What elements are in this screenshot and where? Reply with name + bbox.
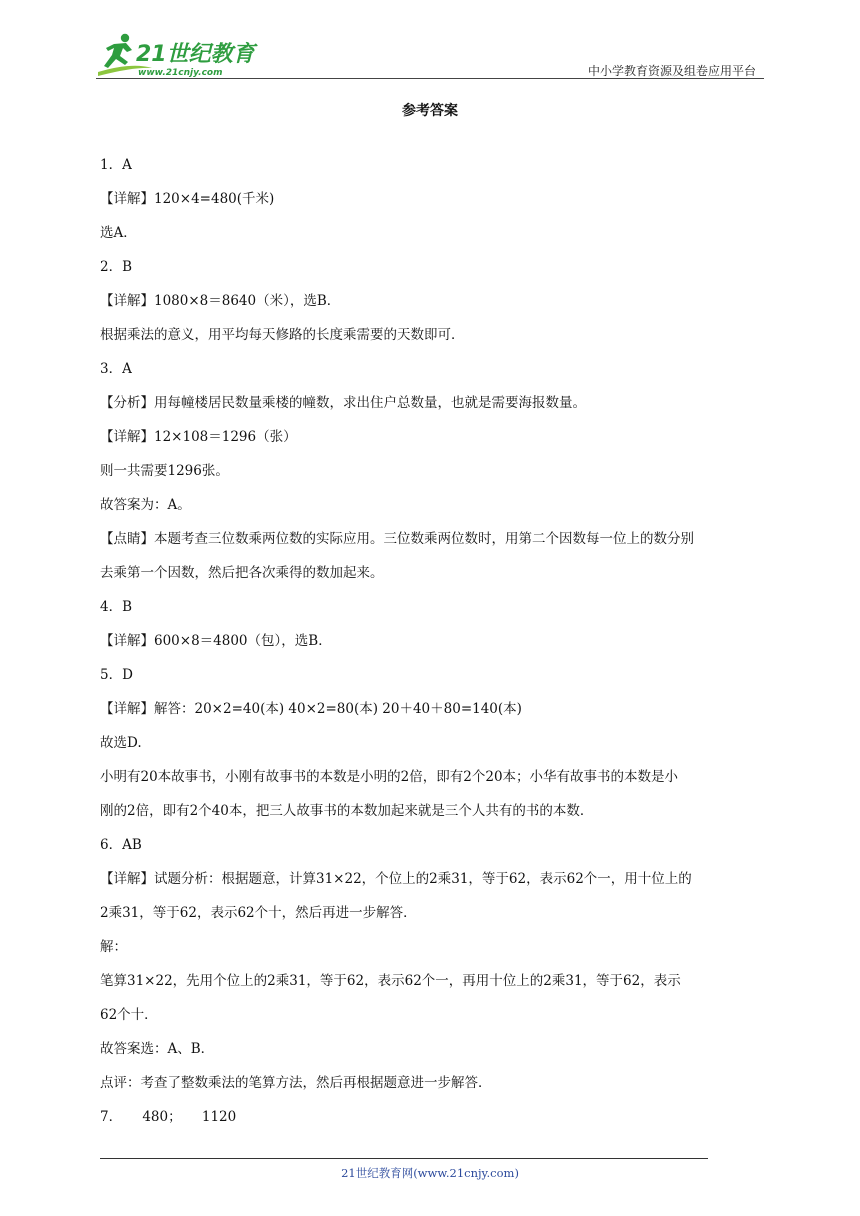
- logo-text: 21世纪教育: [136, 42, 255, 67]
- answer-line: 【详解】120×4=480(千米): [100, 191, 275, 207]
- answer-line: 小明有20本故事书，小刚有故事书的本数是小明的2倍，即有2个20本；小华有故事书的本数是小: [100, 769, 679, 785]
- header-divider: [96, 78, 764, 79]
- logo-url: www.21cnjy.com: [138, 68, 223, 78]
- answer-line: 【详解】600×8＝4800（包），选B．: [100, 633, 332, 649]
- answer-line: 【详解】试题分析：根据题意，计算31×22，个位上的2乘31，等于62，表示62个一，用十位上的: [100, 871, 692, 887]
- answer-line: 【详解】1080×8＝8640（米），选B．: [100, 293, 341, 309]
- answer-line: 故选D.: [100, 735, 142, 751]
- answer-line: 62个十．: [100, 1007, 158, 1023]
- answer-line: 【点睛】本题考查三位数乘两位数的实际应用。三位数乘两位数时，用第二个因数每一位上的数分别: [100, 531, 694, 547]
- answer-line: 【分析】用每幢楼居民数量乘楼的幢数，求出住户总数量，也就是需要海报数量。: [100, 395, 586, 411]
- answer-line: 去乘第一个因数，然后把各次乘得的数加起来。: [100, 565, 384, 581]
- answer-line: 选A．: [100, 225, 137, 241]
- answer-line: 7． 480； 1120: [100, 1109, 237, 1125]
- answer-line: 根据乘法的意义，用平均每天修路的长度乘需要的天数即可．: [100, 327, 465, 343]
- 21cnjy-logo: [92, 32, 262, 78]
- answer-line: 刚的2倍，即有2个40本，把三人故事书的本数加起来就是三个人共有的书的本数．: [100, 803, 594, 819]
- footer-divider: [100, 1158, 708, 1159]
- page-title: 参考答案: [402, 103, 458, 119]
- answer-line: 4．B: [100, 599, 133, 615]
- answer-line: 点评：考查了整数乘法的笔算方法，然后再根据题意进一步解答．: [100, 1075, 492, 1091]
- platform-label: 中小学教育资源及组卷应用平台: [587, 64, 756, 78]
- answer-line: 解：: [100, 939, 127, 955]
- answer-line: 3．A: [100, 361, 132, 377]
- answer-line: 则一共需要1296张。: [100, 463, 229, 479]
- answer-content: [100, 148, 768, 1134]
- answer-line: 2．B: [100, 259, 133, 275]
- answer-line: 故答案选：A、B．: [100, 1041, 215, 1057]
- answer-line: 2乘31，等于62，表示62个十，然后再进一步解答．: [100, 905, 417, 921]
- answer-line: 5．D: [100, 667, 133, 683]
- answer-line: 6．AB: [100, 837, 142, 853]
- answer-line: 【详解】解答：20×2=40(本) 40×2=80(本) 20＋40＋80=140(本): [100, 701, 522, 717]
- answer-line: 故答案为：A。: [100, 497, 191, 513]
- answer-line: 1．A: [100, 157, 132, 173]
- page-header: [0, 0, 860, 82]
- answer-line: 【详解】12×108＝1296（张）: [100, 429, 297, 445]
- footer-link[interactable]: 21世纪教育网(www.21cnjy.com): [341, 1166, 519, 1180]
- answer-line: 笔算31×22，先用个位上的2乘31，等于62，表示62个一，再用十位上的2乘31，等于62，表示: [100, 973, 681, 989]
